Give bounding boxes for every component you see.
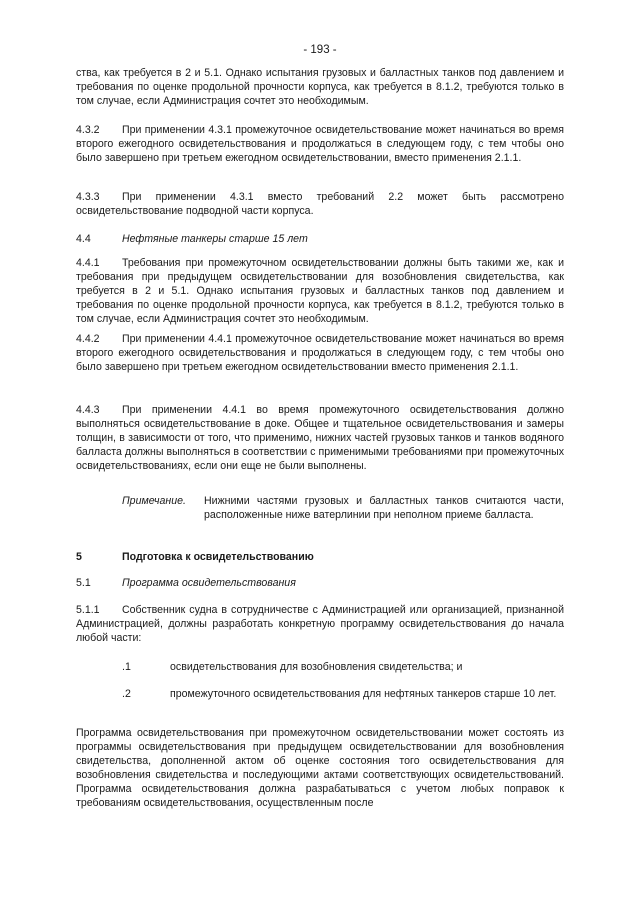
list-item-text: промежуточного освидетельствования для нефтяных танкеров старше 10 лет.: [170, 688, 557, 700]
section-number: 4.3.3: [76, 191, 100, 203]
section-text: При применении 4.3.1 вместо требований 2.2 может быть рассмотрено освидетельствование подводной части корпуса.: [76, 191, 564, 218]
section-4-3-2: [76, 123, 564, 165]
paragraph-intro: ства, как требуется в 2 и 5.1. Однако испытания грузовых и балластных танков под давлением и требования по оценке продольной прочности корпуса, как требуется в 8.1.2, требуются только в том случае, если Администрация сочтет это необходимым.: [76, 67, 564, 108]
list-item-text: освидетельствования для возобновления свидетельства; и: [170, 661, 463, 673]
note-text: Нижними частями грузовых и балластных танков считаются части, расположенные ниже ватерлинии при неполном приеме балласта.: [204, 495, 564, 522]
section-number: 4.4.2: [76, 333, 100, 345]
heading-number: 4.4: [76, 233, 91, 245]
section-4-3-3: [76, 190, 564, 218]
list-item-number: .1: [122, 661, 131, 673]
paragraph-final: Программа освидетельствования при промежуточном освидетельствовании может состоять из программы освидетельствования при предыдущем освидетельствовании для возобновления свидетельства, дополненной актом об оценке состояния того освидетельствования для возобновления свидетельства и последующими актами соответствующих освидетельствований. Программа освидетельствования должна разрабатываться с учетом любых поправок к требованиям освидетельствования, осуществленным после: [76, 727, 564, 810]
heading-5: [76, 550, 564, 564]
section-4-4-2: [76, 332, 564, 374]
section-text: При применении 4.4.1 промежуточное освидетельствование может начинаться во время второго ежегодного освидетельствования и продолжаться в следующем году, с тем чтобы оно было завершено при третьем ежегодном освидетельствовании вместо применения 2.1.1.: [76, 333, 564, 374]
heading-title: Подготовка к освидетельствованию: [122, 551, 314, 563]
section-text: При применении 4.4.1 во время промежуточного освидетельствования должно выполняться освидетельствование в доке. Общее и тщательное освидетельствования и замеры толщин, в зависимости от того, что применимо, нижних частей грузовых танков и танков водяного балласта должны выполняться в соответствии с применимыми требованиями при промежуточных освидетельствованиях, если они еще не были выполнены.: [76, 404, 564, 473]
heading-number: 5: [76, 551, 82, 563]
heading-number: 5.1: [76, 577, 91, 589]
section-4-4-1: [76, 256, 564, 326]
heading-title: Программа освидетельствования: [122, 577, 296, 589]
section-number: 5.1.1: [76, 604, 100, 616]
section-number: 4.3.2: [76, 124, 100, 136]
note-label: Примечание.: [122, 495, 186, 507]
heading-5-1: [76, 576, 564, 590]
heading-4-4: [76, 232, 564, 246]
heading-title: Нефтяные танкеры старше 15 лет: [122, 233, 308, 245]
section-text: При применении 4.3.1 промежуточное освидетельствование может начинаться во время второго ежегодного освидетельствования и продолжаться в следующем году, с тем чтобы оно было завершено при третьем ежегодном освидетельствовании, вместо применения 2.1.1.: [76, 124, 564, 165]
section-number: 4.4.3: [76, 404, 100, 416]
section-text: Требования при промежуточном освидетельствовании должны быть такими же, как и требования при предыдущем освидетельствовании для возобновления свидетельства, как требуется в 2 и 5.1. Однако испытания грузовых и балластных танков под давлением и требования по оценке продольной прочности корпуса, как требуется в 8.1.2, требуются только в том случае, если Администрация сочтет это необходимым.: [76, 257, 564, 326]
section-4-4-3: [76, 403, 564, 473]
section-text: Собственник судна в сотрудничестве с Администрацией или организацией, признанной Администрацией, должны разработать конкретную программу освидетельствования до начала любой части:: [76, 604, 564, 645]
list-item-number: .2: [122, 688, 131, 700]
page-number: - 193 -: [303, 44, 337, 56]
section-number: 4.4.1: [76, 257, 100, 269]
section-5-1-1: [76, 603, 564, 645]
